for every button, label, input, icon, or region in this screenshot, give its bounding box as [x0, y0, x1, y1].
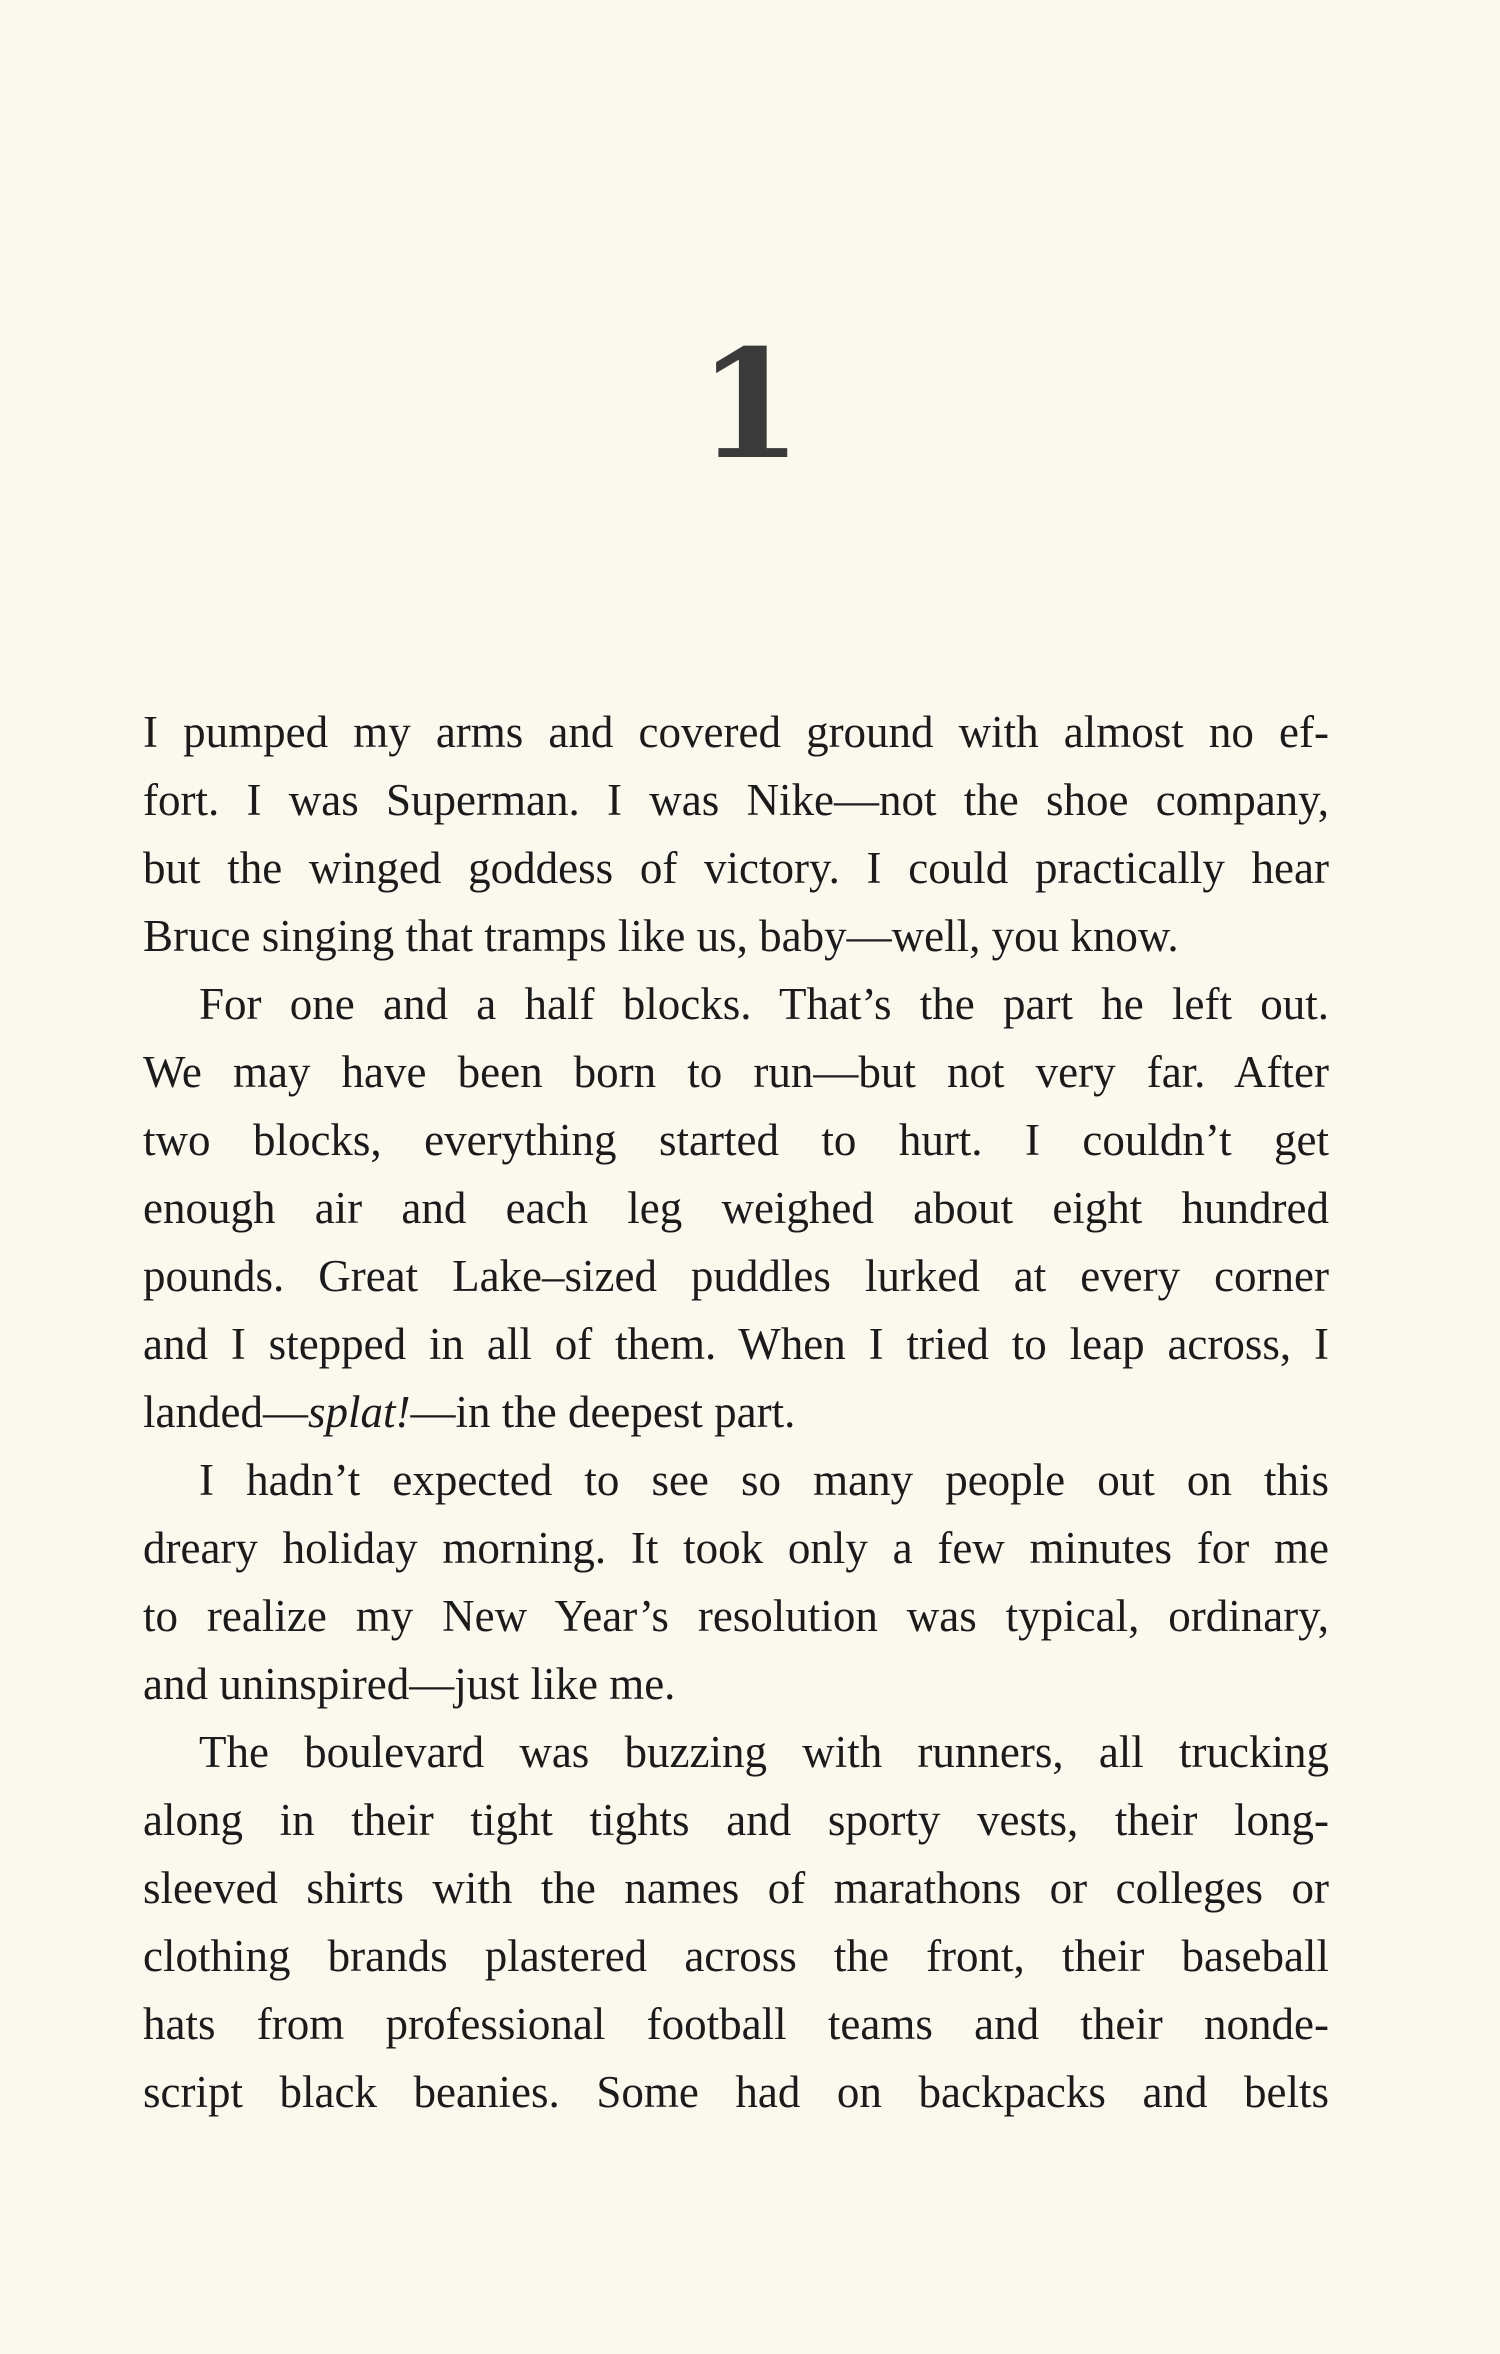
- text-line: sleeved shirts with the names of marathons or colleges or: [143, 1863, 1329, 1913]
- text-line: clothing brands plastered across the front, their baseball: [143, 1931, 1329, 1981]
- text-fragment: —in the deepest part.: [410, 1387, 796, 1437]
- text-fragment: landed—: [143, 1387, 308, 1437]
- text-line: and I stepped in all of them. When I tried to leap across, I: [143, 1319, 1329, 1369]
- text-line: For one and a half blocks. That’s the part he left out.: [199, 979, 1329, 1029]
- text-line: two blocks, everything started to hurt. I couldn’t get: [143, 1115, 1329, 1165]
- text-line: Bruce singing that tramps like us, baby—well, you know.: [143, 911, 1179, 961]
- text-line: and uninspired—just like me.: [143, 1659, 676, 1709]
- text-line: I hadn’t expected to see so many people out on this: [199, 1455, 1329, 1505]
- text-line: The boulevard was buzzing with runners, all trucking: [199, 1727, 1329, 1777]
- text-line: to realize my New Year’s resolution was typical, ordinary,: [143, 1591, 1329, 1641]
- text-line: fort. I was Superman. I was Nike—not the shoe company,: [143, 775, 1329, 825]
- paragraph-2: [143, 970, 1329, 1446]
- paragraph-1: [143, 698, 1329, 970]
- italic-text: splat!: [307, 1387, 411, 1437]
- text-line: along in their tight tights and sporty vests, their long-: [143, 1795, 1329, 1845]
- text-line: dreary holiday morning. It took only a few minutes for me: [143, 1523, 1329, 1573]
- chapter-number: 1: [697, 317, 803, 493]
- body-text: [143, 698, 1329, 2126]
- text-line: pounds. Great Lake–sized puddles lurked at every corner: [143, 1251, 1329, 1301]
- text-line: enough air and each leg weighed about eight hundred: [143, 1183, 1329, 1233]
- text-line: but the winged goddess of victory. I could practically hear: [143, 843, 1329, 893]
- text-line: I pumped my arms and covered ground with almost no ef-: [143, 707, 1329, 757]
- paragraph-4: [143, 1718, 1329, 2126]
- text-line: [143, 1378, 1329, 1446]
- text-line: We may have been born to run—but not very far. After: [143, 1047, 1329, 1097]
- text-line: hats from professional football teams and their nonde-: [143, 1999, 1329, 2049]
- text-line: script black beanies. Some had on backpacks and belts: [143, 2067, 1329, 2117]
- paragraph-3: [143, 1446, 1329, 1718]
